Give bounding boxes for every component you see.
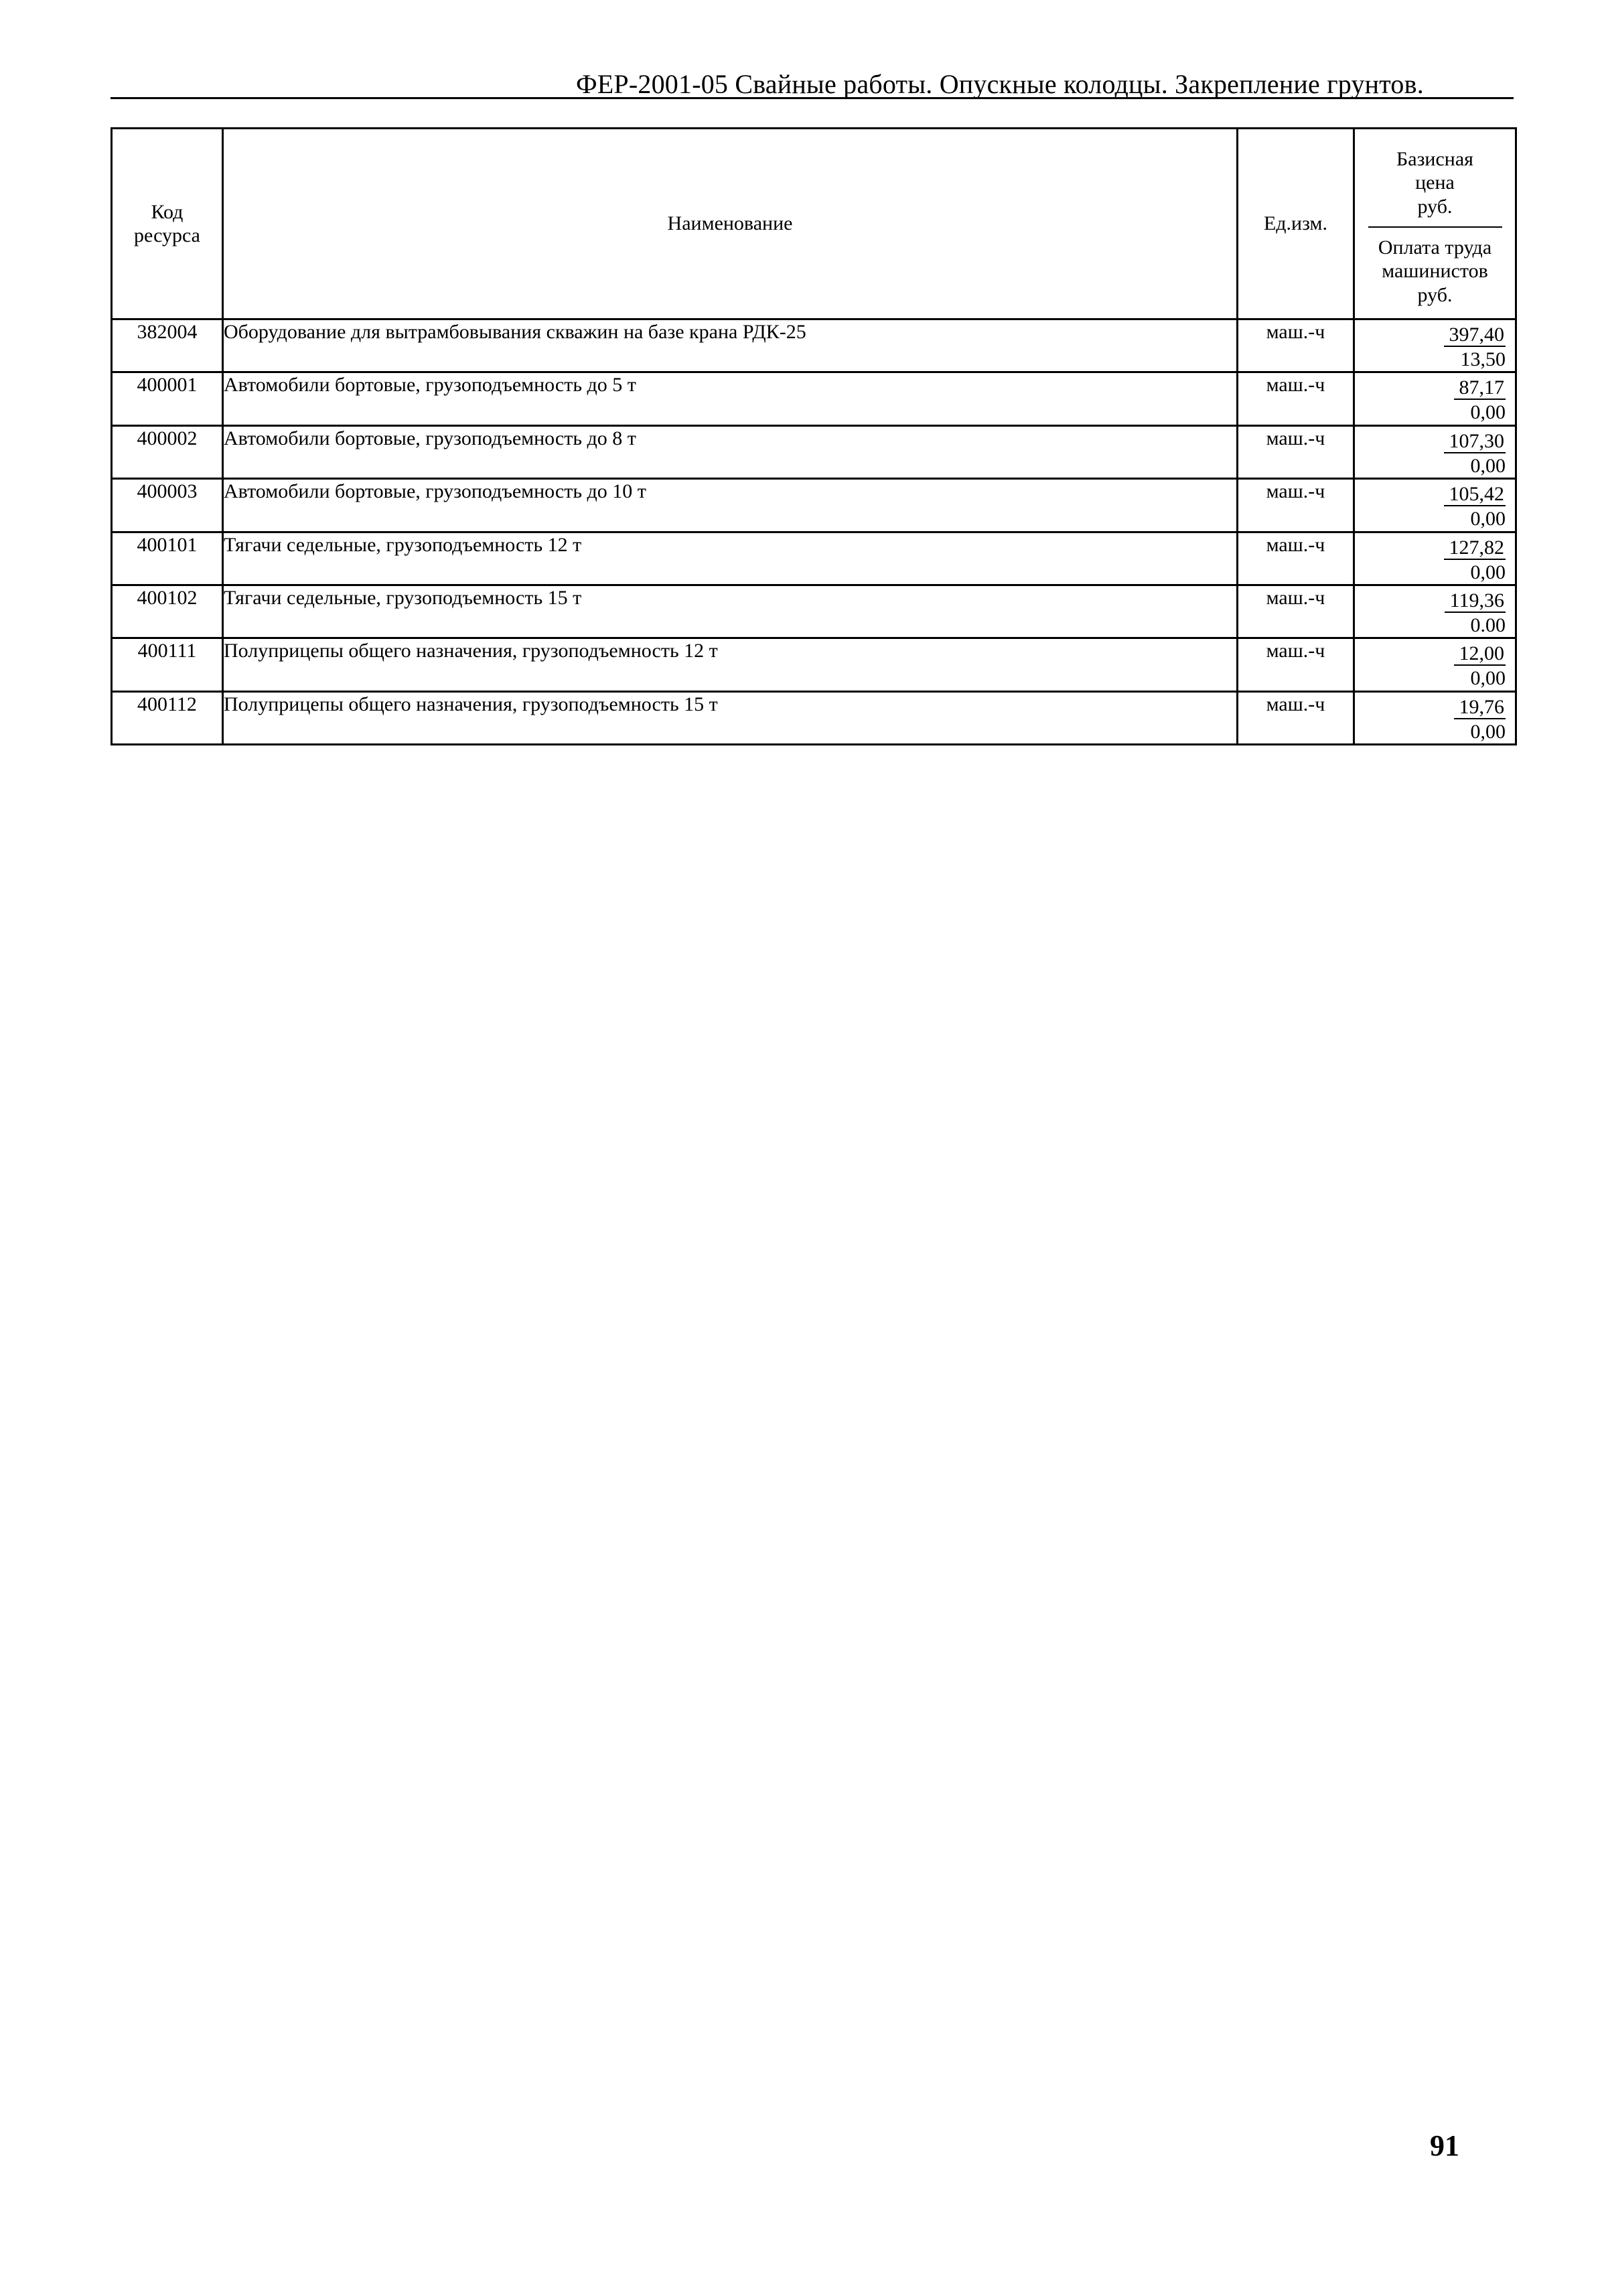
resource-name: Автомобили бортовые, грузоподъемность до 8 т <box>223 425 1238 478</box>
resource-unit: маш.-ч <box>1238 372 1354 425</box>
table-row <box>112 585 1516 638</box>
resource-unit: маш.-ч <box>1238 585 1354 638</box>
resource-code: 400102 <box>112 585 223 638</box>
base-price: 12,00 <box>1454 642 1506 666</box>
header-divider <box>111 97 1514 99</box>
base-price: 127,82 <box>1444 536 1506 560</box>
operator-pay: 0,00 <box>1470 508 1506 530</box>
base-price-header <box>1355 141 1515 226</box>
resource-code: 400003 <box>112 479 223 532</box>
resource-code: 400101 <box>112 532 223 585</box>
table-row <box>112 425 1516 478</box>
column-header-price <box>1354 129 1516 319</box>
operator-pay: 0,00 <box>1470 401 1506 424</box>
resource-unit: маш.-ч <box>1238 691 1354 744</box>
resource-name: Оборудование для вытрамбовывания скважин на базе крана РДК-25 <box>223 319 1238 372</box>
base-price: 119,36 <box>1445 589 1506 613</box>
resource-name: Тягачи седельные, грузоподъемность 15 т <box>223 585 1238 638</box>
resource-name: Тягачи седельные, грузоподъемность 12 т <box>223 532 1238 585</box>
resource-name: Автомобили бортовые, грузоподъемность до 10 т <box>223 479 1238 532</box>
price-header-line1: Базисная <box>1396 147 1473 170</box>
resource-code: 400001 <box>112 372 223 425</box>
resource-price-cell <box>1354 479 1516 532</box>
column-header-unit: Ед.изм. <box>1238 129 1354 319</box>
pay-header-line2: машинистов <box>1382 260 1488 283</box>
base-price: 105,42 <box>1444 483 1506 506</box>
base-price: 397,40 <box>1444 324 1506 347</box>
resource-name: Полуприцепы общего назначения, грузоподъемность 15 т <box>223 691 1238 744</box>
resource-name: Автомобили бортовые, грузоподъемность до 5 т <box>223 372 1238 425</box>
column-header-code <box>112 129 223 319</box>
resource-price-cell <box>1354 638 1516 691</box>
resource-unit: маш.-ч <box>1238 638 1354 691</box>
operator-pay: 13,50 <box>1460 348 1506 370</box>
base-price: 19,76 <box>1454 696 1506 719</box>
table-header-row <box>112 129 1516 319</box>
page-number: 91 <box>1430 2129 1459 2162</box>
table-row <box>112 638 1516 691</box>
table-row <box>112 372 1516 425</box>
price-header-line3: руб. <box>1417 195 1453 218</box>
base-price: 87,17 <box>1454 376 1506 400</box>
pay-header-line1: Оплата труда <box>1378 236 1492 259</box>
resource-code: 400112 <box>112 691 223 744</box>
operator-pay: 0.00 <box>1470 614 1506 636</box>
table-row <box>112 532 1516 585</box>
resource-code: 400002 <box>112 425 223 478</box>
resource-code: 382004 <box>112 319 223 372</box>
resource-price-cell <box>1354 585 1516 638</box>
price-header-line2: цена <box>1415 171 1455 194</box>
resource-price-cell <box>1354 372 1516 425</box>
column-header-name: Наименование <box>223 129 1238 319</box>
operator-pay-header <box>1355 228 1515 307</box>
operator-pay: 0,00 <box>1470 454 1506 477</box>
resource-unit: маш.-ч <box>1238 319 1354 372</box>
table-row <box>112 479 1516 532</box>
resource-code: 400111 <box>112 638 223 691</box>
page-header-title: ФЕР-2001-05 Свайные работы. Опускные колодцы. Закрепление грунтов. <box>576 69 1424 99</box>
operator-pay: 0,00 <box>1470 667 1506 690</box>
resource-price-cell <box>1354 691 1516 744</box>
resource-price-cell <box>1354 319 1516 372</box>
resource-name: Полуприцепы общего назначения, грузоподъемность 12 т <box>223 638 1238 691</box>
operator-pay: 0,00 <box>1470 561 1506 583</box>
pay-header-line3: руб. <box>1417 283 1453 306</box>
resource-unit: маш.-ч <box>1238 479 1354 532</box>
resource-price-cell <box>1354 425 1516 478</box>
table-row <box>112 691 1516 744</box>
resource-unit: маш.-ч <box>1238 425 1354 478</box>
code-header-line1: Код <box>151 200 184 223</box>
code-header-line2: ресурса <box>134 224 200 246</box>
base-price: 107,30 <box>1444 430 1506 453</box>
resource-table <box>111 127 1517 745</box>
operator-pay: 0,00 <box>1470 720 1506 743</box>
resource-unit: маш.-ч <box>1238 532 1354 585</box>
resource-price-cell <box>1354 532 1516 585</box>
table-row <box>112 319 1516 372</box>
